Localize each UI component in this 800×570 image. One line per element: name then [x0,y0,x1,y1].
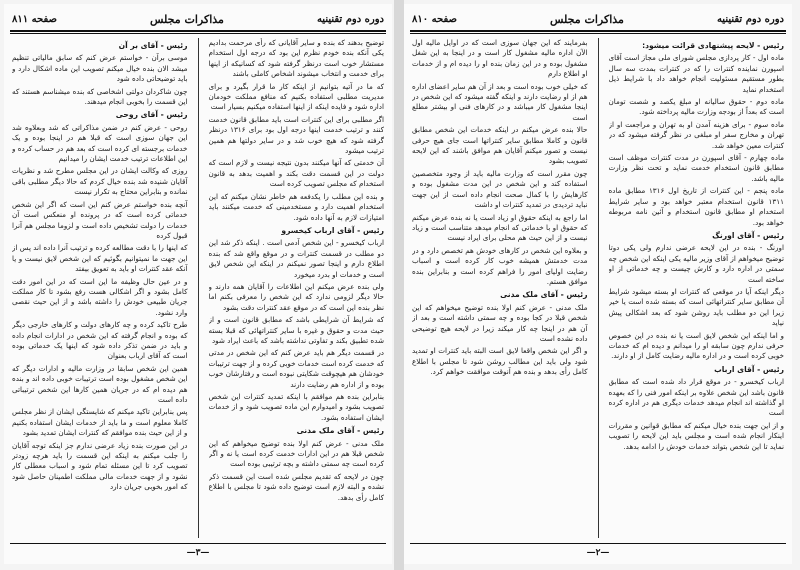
session-label: دوره دوم تقنینیه [716,13,784,25]
speaker-heading: رئیس - آقای ملک مدنی [296,426,384,436]
header-rule-thin [10,33,386,34]
column-right [209,38,385,538]
paragraph: و اگر این شخص واقعا لایق است البته باید کنترات او تمدید شود ولی باید این مطالب روشن شود تا مجلس با اطلاع کامل رأی بدهد و بنده هم آنوقت موافقت خواهم کرد. [412,346,588,377]
paragraph: آن خدمتی که آنها میکنند بدون نتیجه نیست و لازم است که دولت در این قسمت دقت بکند و اهمیت بدهد به قانون استخدام که مجلس تصویب کرده است [208,158,384,189]
paragraph: ارباب کیخسرو - در موقع قرار داد شده است که مطابق قانون باشد این شخص علاوه بر اینکه امور فنی را که بعهده او گذاشته اند انجام میدهد خدمات دیگری هم در اداره کرده است [608,377,784,418]
page-number: —۲— [586,548,610,558]
paragraph: بفرمایند که این جهان سوزی است که در اوایل مالیه اول الآن اداره مالیه مشغول کار است و در اینجا به این شغل مشغول بوده و در این زمان بنده او را دیده ام و از خدمات او اطلاع دارم [412,38,588,79]
column-left [12,38,188,538]
paragraph: همین این شخص سابقا در وزارت مالیه و ادارات دیگر که این شخص مشغول بوده است ترتیبات خوبی داده اند و بنده هم دیده ام که در جریان همین کارها این شخص ترتیباتی داده است [12,363,188,404]
paragraph: بنابراین بنده هم موافقم با اینکه تمدید کنترات این شخص تصویب بشود و امیدوارم این ماده تصویب شود و از خدمات ایشان استفاده بشود. [208,392,384,422]
paragraph: در قسمت دیگر هم باید عرض کنم که این شخص در مدتی که خدمت کرده است خدمات خوبی کرده و از جهت ترتیبات خودشان هم هیچوقت شکایتی نبوده است و رفتارشان خوب بوده و از اداره هم رضایت دارند [208,348,384,389]
paragraph: که ما در آتیه بتوانیم از اینکه کار ما قرار بگیرد و برای مدیریت مطلبی استفاده بکنیم که منافع مملکت خودمان اداره شود و فایده اینکه از اینها استفاده میکنیم بسیار است [208,81,384,112]
speaker-heading: رئیس - آقای ارباب کیخسرو [281,225,384,235]
paragraph: ولی بنده عرض میکنم این اطلاعات را آقایان همه دارند و حالا دیگر لزومی ندارد که این شخص را معرفی بکنم اما نظر بنده این است که در موقع عقد کنترات دقت بشود [208,281,384,312]
paragraph: اگر مطلبی برای این کنترات است باید مطابق قانون خدمت کنند و ترتیب خدمت اینها درجه اول بود برای ۱۳۱۶ درنظر گرفته شود که هیچ خوب شد و در سایر دولتها هم همین ترتیب میشود [208,114,384,156]
paragraph: ماده اول - کار پردازی مجلس شورای ملی مجاز است آقای اسپورن نماینده کنترات را که در کنترات بمدت سه سال بطور مستقیم مسئولیت انجام خواهد داد با شرایط ذیل استخدام نماید [608,53,784,94]
text-columns [12,38,384,538]
header-rule [410,30,786,32]
paragraph: و بنده این مطلب را یکدفعه هم خاطر نشان میکنم که این استخدام اهمیت دارد و مستخدمینی که خدمت میکنند باید امتیازات لازم به آنها داده شود. [208,191,384,222]
session-label: دوره دوم تقنینیه [316,13,384,25]
page-header-title: مذاکرات مجلس [150,12,224,26]
paragraph: چون مقرر است که وزارت مالیه باید از وجود متخصصین استفاده کند و این شخص در این مدت مشغول بوده و کارهایش را با کمال صحت انجام داده است از این جهت نباید تردیدی در تمدید کنترات او داشت [412,168,588,210]
text-columns [412,38,784,538]
paragraph: ملک مدنی - عرض کنم اولا بنده توضیح میخواهم که این شخص قبلا هم در این ادارات خدمت کرده است یا نه و اگر کرده است چه سمتی داشته و بچه ترتیبی بوده است [208,438,384,469]
footer-rule [10,543,386,544]
paragraph: که اینها را با دقت مطالعه کرده و ترتیب آنرا داده اند پس از این جهت ما نمیتوانیم بگوئیم که این شخص لایق نیست و یا آنکه عقد کنترات او باید به تعویق بیفتد [12,243,188,274]
paragraph: موسی برآن - خواستم عرض کنم که سابق مالیاتی تنظیم میشد الان بنده خیال میکنم تصویب این ماده اشکال دارد و باید توضیحاتی داده شود [12,53,188,84]
speaker-heading: رئیس - آقای اورنگ [712,230,784,240]
speaker-heading: رئیس - آقای ملک مدنی [500,290,588,300]
paragraph: حالا بنده عرض میکنم در اینکه خدمات این شخص مطابق قانون و کاملا مطابق سایر کنتراتها است جای هیچ حرفی نیست و تصور میکنم آقایان هم موافق باشند که این لایحه تصویب بشود [412,125,588,166]
column-divider [198,38,199,538]
page-label: صفحه ۸۱۰ [412,13,457,25]
book-gutter [394,0,404,570]
paragraph: و در عین حال وظیفه ما این است که در این امور دقت کامل بشود و اگر اشکالی هست رفع بشود تا کار مملکت جریان طبیعی خودش را داشته باشد و از این حیث نقصی وارد نشود. [12,276,188,317]
paragraph: توضیح بدهند که بنده و سایر آقایانی که رأی مرحمت بدادیم یکی آنکه بنده خودم نظرم این بود که درجه اول استخدام مستشار خوب است درنظر گرفته شود که کسانیکه از اینها برای خدمت و انتخاب میشوند اشخاص کاملی باشند [208,38,384,79]
paragraph: ماده پنجم - این کنترات از تاریخ اول ۱۳۱۶ مطابق ماده ۱۳۱۱ قانون استخدام معتبر خواهد بود و سایر شرایط استخدام او مطابق قانون استخدام و آئین نامه مربوطه خواهد بود. [608,186,784,227]
paragraph: آنچه بنده خواستم عرض کنم این است که اگر این شخص خدماتی کرده است که در پرونده او منعکس است آن خدمات را دولت تشخیص داده است و لزوما مجلس هم آنرا قبول کرده [12,199,188,240]
paragraph: روزی که وکالت ایشان در این مجلس مطرح شد و نظریات آقایان شنیده شد بنده خیال کردم که حالا دیگر مطلبی باقی نمانده و بنابراین محتاج به تکرار نیست [12,166,188,197]
paragraph: و اما اینکه این شخص لایق است یا نه بنده در این خصوص حرفی ندارم چون سابقه او را میدانم و دیده ام که خدمات خوبی کرده است و در اداره مالیه رضایت کامل از او دارند. [608,330,784,361]
paragraph: پس بنابراین تاکید میکنم که شایستگی ایشان از نظر مجلس کاملا معلوم است و ما باید از خدمات ایشان استفاده بکنیم و از این حیث بنده موافقم که کنترات ایشان تمدید بشود [12,407,188,438]
speaker-heading: رئیس - آقای بر آن [118,41,188,50]
paragraph: ماده چهارم - آقای اسپورن در مدت کنترات موظف است مطابق قانون استخدام خدمت نماید و تحت نظر وزارت مالیه باشد. [608,153,784,183]
paragraph: ملک مدنی - عرض کنم اولا بنده توضیح میخواهم که این شخص قبلا در کجا بوده و چه سمتی داشته است و بعد از آن هم در اینجا چه کار میکند زیرا در لایحه هیچ توضیحی داده نشده است [412,302,588,343]
page-number: —۳— [186,548,210,558]
paragraph: اما راجع به اینکه حقوق او زیاد است یا نه بنده عرض میکنم که حقوق او با خدماتی که انجام میدهد متناسب است و زیاد نیست و از این حیث هم محلی برای ایراد نیست [412,212,588,243]
paragraph: در این صورت بنده زیاد عرضی ندارم جز اینکه توجه آقایان را جلب میکنم به اینکه این قسمت را باید هرچه زودتر تصویب کرد تا این مسئله تمام شود و اسباب معطلی کار نشود و از جهت خدمات مالی مملکت اطمینان حاصل شود که امور بخوبی جریان دارد [12,440,188,492]
speaker-heading: رئیس - لایحه پیشنهادی قرائت میشود: [642,41,784,50]
header-rule [10,30,386,32]
page-header [12,10,384,28]
paragraph: ارباب کیخسرو - این شخص آدمی است . اینکه ذکر شد این دو مطلب در قسمت کنترات و در موقع واقع شد که بنده اطلاع دارم و اینجا تصور نمیکنم در اینکه این شخص لایق است و خدمات او بدرد میخورد [208,238,384,279]
right-page [404,4,792,564]
paragraph: چون شاکردان دولتی اشخاصی که بنده میشناسم هستند که این قسمت را بخوبی انجام میدهند. [12,86,188,107]
paragraph: که خیلی خوب بوده است و بعد از آن هم سایر اعضای اداره هم از او رضایت دارند و اینکه گفته میشود که این شخص در اینجا مشغول کار میباشد و در کارهای فنی او بیشتر مطلع است [412,81,588,122]
page-label: صفحه ۸۱۱ [12,13,57,25]
paragraph: که شرایط آن شرایطی باشد که مطابق قانون است و از حیث مدت و حقوق و غیره با سایر کنتراتهائی که قبلا بسته شده تطبیق بکند و تفاوتی نداشته باشد که باعث ایراد شود [208,315,384,345]
paragraph: ماده دوم - حقوق سالیانه او مبلغ یکصد و شصت تومان است که بعداً از بودجه وزارت مالیه پرداخته شود. [608,97,784,117]
paragraph: اورنگ - بنده در این لایحه عرضی ندارم ولی یکی دوتا توضیح میخواهم از آقای وزیر مالیه یکی اینکه این شخص چه سمتی در اداره دارد و کارش چیست و چه خدماتی از او ساخته است [608,243,784,284]
paragraph: و بعلاوه این شخص در کارهای خودش هم تخصص دارد و در مدت خدمتش همیشه خوب کار کرده است و اسباب رضایت اولیای امور را فراهم کرده است و بنابراین بنده موافق هستم. [412,245,588,286]
header-rule-thin [410,33,786,34]
left-page [4,4,392,564]
paragraph: دیگر اینکه آیا در موقعی که کنترات او بسته میشود شرایط آن مطابق سایر کنتراتهائی است که بسته شده است یا خیر زیرا این دو مطلب باید روشن شود که بعد اشکالی پیش نیاید [608,286,784,328]
paragraph: و از این جهت بنده خیال میکنم که مطابق قوانین و مقررات اینکار انجام شده است و مجلس باید این لایحه را تصویب نماید تا این شخص بتواند خدمات خودش را ادامه بدهد. [608,420,784,451]
speaker-heading: رئیس - آقای ارباب [714,364,784,374]
page-header-title: مذاکرات مجلس [550,12,624,26]
column-left [412,38,588,538]
paragraph: روحی - عرض کنم در ضمن مذاکراتی که شد وبعلاوه شد این جهان سوزی است که قبلا هم در اینجا بوده و یک خدمات برجسته ای کرده است که بعد هم در حساب کرده و این اطلاعات ترتیب خدمت ایشان را میدانیم [12,122,188,164]
paragraph: ماده سوم - برای هزینه آمدن او به تهران و مراجعت او از تهران و مخارج سفر او مبلغی در نظر گرفته میشود که در کنترات معین خواهد شد. [608,119,784,150]
page-header [412,10,784,28]
footer-rule [410,543,786,544]
column-right [609,38,785,538]
paragraph: چون در لایحه که تقدیم مجلس شده است این قسمت ذکر نشده و البته لازم است توضیح داده شود تا مجلس با اطلاع کامل رأی بدهد. [208,471,384,502]
column-divider [598,38,599,538]
speaker-heading: رئیس - آقای روحی [115,110,188,120]
paragraph: طرح تاکید کرده و چه کارهای دولت و کارهای خارجی دیگر که بوده و انجام گرفته که این شخص در ادارات انجام داده و باید در ضمن تذکر داده شود که اینها یک خدماتی بوده است که آقای ارباب بعنوان [12,320,188,361]
